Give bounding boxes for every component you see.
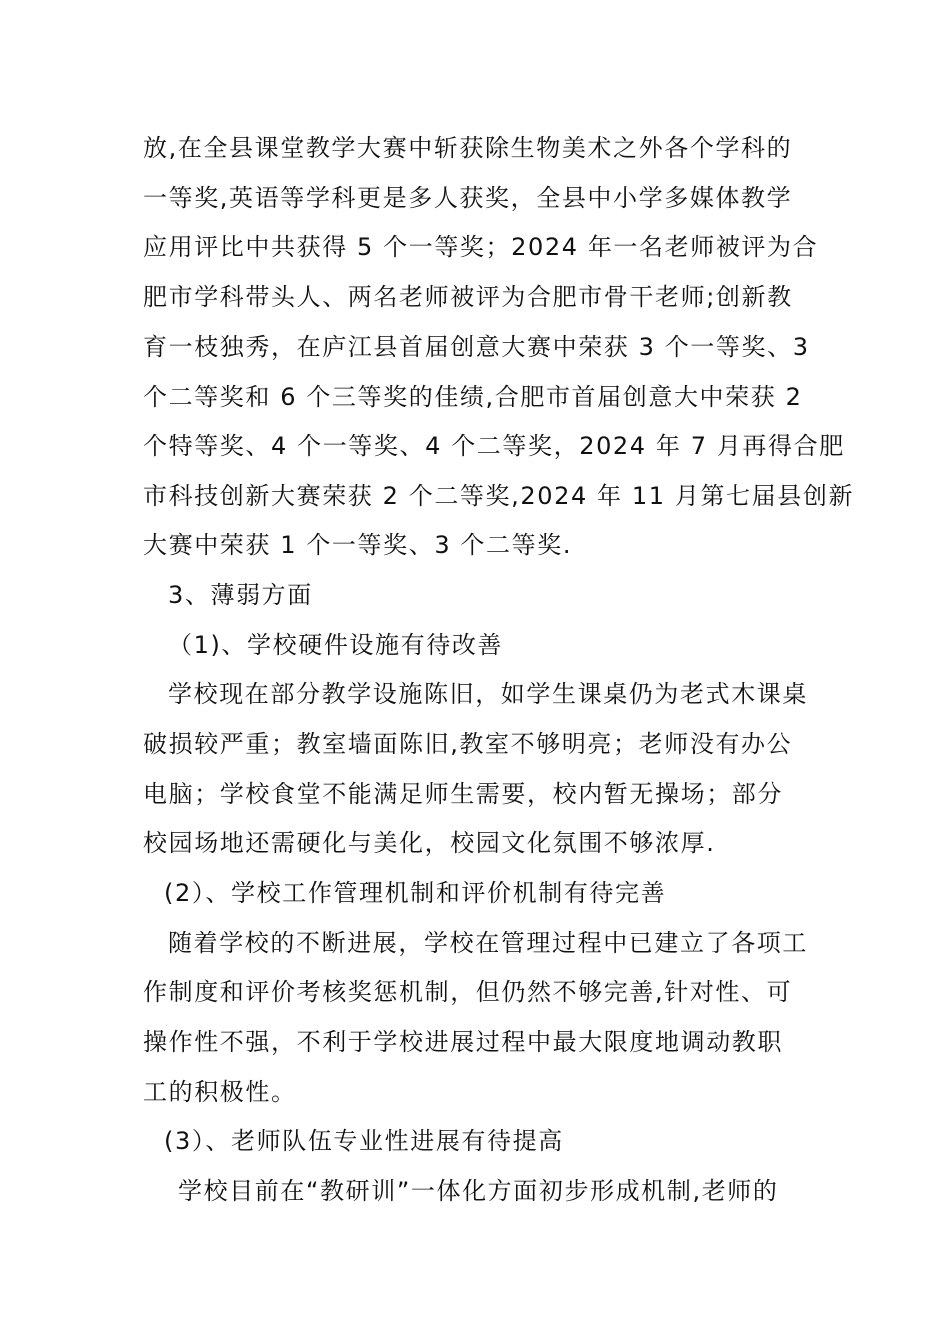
paragraph-line: 肥市学科带头人、两名老师被评为合肥市骨干老师;创新教 xyxy=(143,283,793,311)
paragraph-line: 育一枝独秀，在庐江县首届创意大赛中荣获 3 个一等奖、3 xyxy=(143,333,810,361)
paragraph-line: 一等奖,英语等学科更是多人获奖，全县中小学多媒体教学 xyxy=(143,184,793,212)
paragraph-line: 工的积极性。 xyxy=(143,1078,297,1106)
paragraph-line: 大赛中荣获 1 个一等奖、3 个二等奖. xyxy=(143,531,573,559)
paragraph-line: 作制度和评价考核奖惩机制，但仍然不够完善,针对性、可 xyxy=(143,978,793,1006)
paragraph-line: 校园场地还需硬化与美化，校园文化氛围不够浓厚. xyxy=(143,829,716,857)
subsection-heading: (3）、老师队伍专业性进展有待提高 xyxy=(164,1127,564,1155)
paragraph-line: 个二等奖和 6 个三等奖的佳绩,合肥市首届创意大中荣获 2 xyxy=(143,383,803,411)
paragraph-line: 操作性不强，不利于学校进展过程中最大限度地调动教职 xyxy=(143,1028,783,1056)
subsection-heading: （1)、学校硬件设施有待改善 xyxy=(168,631,504,659)
paragraph-line: 学校目前在“教研训”一体化方面初步形成机制,老师的 xyxy=(178,1177,779,1205)
paragraph-line: 学校现在部分教学设施陈旧，如学生课桌仍为老式木课桌 xyxy=(168,680,808,708)
paragraph-line: 电脑；学校食堂不能满足师生需要，校内暂无操场；部分 xyxy=(143,780,783,808)
section-heading: 3、薄弱方面 xyxy=(168,581,313,609)
paragraph-line: 个特等奖、4 个一等奖、4 个二等奖，2024 年 7 月再得合肥 xyxy=(143,432,845,460)
paragraph-line: 破损较严重；教室墙面陈旧,教室不够明亮；老师没有办公 xyxy=(143,730,793,758)
subsection-heading: (2）、学校工作管理机制和评价机制有待完善 xyxy=(164,879,667,907)
paragraph-line: 放,在全县课堂教学大赛中斩获除生物美术之外各个学科的 xyxy=(143,134,793,162)
paragraph-line: 随着学校的不断进展，学校在管理过程中已建立了各项工 xyxy=(168,929,808,957)
paragraph-line: 应用评比中共获得 5 个一等奖；2024 年一名老师被评为合 xyxy=(143,233,819,261)
paragraph-line: 市科技创新大赛荣获 2 个二等奖,2024 年 11 月第七届县创新 xyxy=(143,482,855,510)
